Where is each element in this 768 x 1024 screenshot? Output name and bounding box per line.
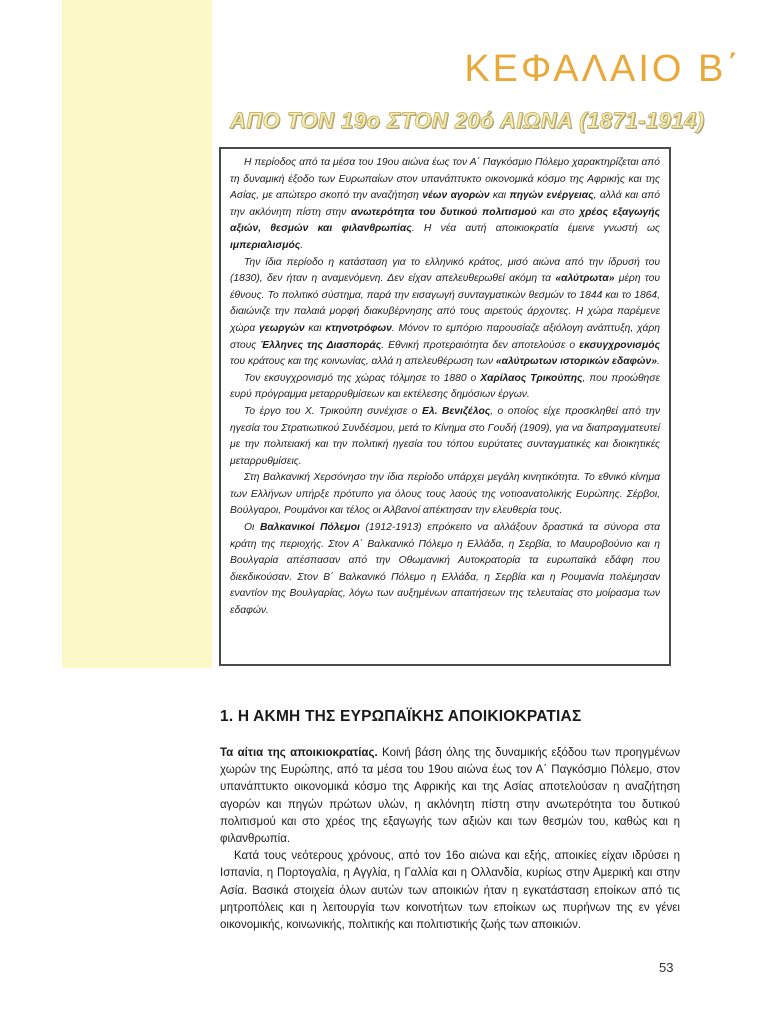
section-heading: 1. Η ΑΚΜΗ ΤΗΣ ΕΥΡΩΠΑΪΚΗΣ ΑΠΟΙΚΙΟΚΡΑΤΙΑΣ — [220, 708, 582, 725]
page-number: 53 — [659, 960, 674, 975]
section-body — [220, 745, 680, 934]
paragraph-lead: Τα αίτια της αποικιοκρατίας. — [220, 747, 378, 759]
body-paragraph-1: Τα αίτια της αποικιοκρατίας. Κοινή βάση όλης της δυναμικής εξόδου των προηγμένων χωρών της Ευρώπης, από τα μέσα του 19ου αιώνα έως τον Α΄ Παγκόσμιο Πόλεμο, στον υπανάπτυκτο οικονομικά κόσμο της Αφρικής και της Ασίας αποτελούσαν η αναζήτηση αγορών και πηγών πρώτων υλών, η ακλόνητη πίστη στην ανωτερότητα του δυτικού πολιτισμού και στο χρέος της εξαγωγής των αξιών και των θεσμών του, καθώς και η φιλανθρωπία. — [220, 747, 681, 846]
body-paragraph-2: Κατά τους νεότερους χρόνους, από τον 16ο αιώνα και εξής, αποικίες είχαν ιδρύσει η Ισπανία, η Πορτογαλία, η Αγγλία, η Γαλλία και η Ολλανδία, κυρίως στην Αμερική και στην Ασία. Βασικά στοιχεία όλων αυτών των αποικιών ήταν η εγκατάσταση εποίκων από τις μητροπόλεις και η λειτουργία των κοινοτήτων των εποίκων ως πυρήνων της εν γένει οικονομικής, κοινωνικής, πολιτικής και πολιτιστικής ζωής των αποικιών. — [220, 850, 680, 932]
summary-paragraph-2: Την ίδια περίοδο η κατάσταση για το ελληνικό κράτος, μισό αιώνα από την ίδρυσή του (1830), δεν ήταν η αναμενόμενη. Δεν είχαν απελευθερωθεί ακόμη τα «αλύτρωτα» μέρη του έθνους. Το πολιτικό σύστημα, παρά την εισαγωγή συνταγματικών θεσμών το 1844 και το 1864, διαιώνιζε την παλαιά μορφή διακυβέρνησης από τους αιρετούς άρχοντες. Η χώρα παρέμενε χώρα γεωργών και κτηνοτρόφων. Μόνον το εμπόριο παρουσίαζε αξιόλογη ανάπτυξη, χάρη στους Έλληνες της Διασποράς. Εθνική προτεραιότητα δεν αποτελούσε ο εκσυγχρονισμός του κράτους και της κοινωνίας, αλλά η απελευθέρωση των «αλύτρωτων ιστορικών εδαφών». — [230, 256, 660, 368]
summary-paragraph-5: Στη Βαλκανική Χερσόνησο την ίδια περίοδο υπάρχει μεγάλη κινητικότητα. Το εθνικό κίνημα των Ελλήνων υπήρξε πρότυπο για όλους τους λαούς της νοτιοανατολικής Ευρώπης. Σέρβοι, Βούλγαροι, Ρουμάνοι και τέλος οι Αλβανοί απέκτησαν την ελευθερία τους. — [230, 472, 660, 517]
chapter-subtitle: ΑΠΟ ΤΟΝ 19ο ΣΤΟΝ 20ό ΑΙΩΝΑ (1871-1914) — [230, 108, 705, 133]
chapter-title: ΚΕΦΑΛΑΙΟ Β΄ — [464, 48, 742, 90]
summary-paragraph-1: Η περίοδος από τα μέσα του 19ου αιώνα έως τον Α΄ Παγκόσμιο Πόλεμο χαρακτηρίζεται από τη δυναμική έξοδο των Ευρωπαίων στον υπανάπτυκτο οικονομικά κόσμο της Αφρικής και της Ασίας, με απώτερο σκοπό την αναζήτηση νέων αγορών και πηγών ενέργειας, αλλά και από την ακλόνητη πίστη στην ανωτερότητα του δυτικού πολιτισμού και στο χρέος εξαγωγής αξιών, θεσμών και φιλανθρωπίας. Η νέα αυτή αποικιοκρατία έμεινε γνωστή ως ιμπεριαλισμός. — [230, 157, 660, 251]
chapter-summary-box — [219, 147, 671, 666]
summary-paragraph-6: Οι Βαλκανικοί Πόλεμοι (1912-1913) επρόκειτο να αλλάξουν δραστικά τα σύνορα στα κράτη της περιοχής. Στον Α΄ Βαλκανικό Πόλεμο η Ελλάδα, η Σερβία, το Μαυροβούνιο και η Βουλγαρία απέσπασαν από την Οθωμανική Αυτοκρατορία τα ευρωπαϊκά εδάφη που διεκδικούσαν. Στον Β΄ Βαλκανικό Πόλεμο η Ελλάδα, η Σερβία και η Ρουμανία πολέμησαν εναντίον της Βουλγαρίας, λόγω των αυξημένων απαιτήσεων της τελευταίας στο μοίρασμα των εδαφών. — [230, 522, 660, 617]
summary-paragraph-4: Το έργο του Χ. Τρικούπη συνέχισε ο Ελ. Βενιζέλος, ο οποίος είχε προσκληθεί από την ηγεσία του Στρατιωτικού Συνδέσμου, μετά το Κίνημα στο Γουδή (1909), για να διαπραγματευτεί με την πολιτειακή και την πολιτική ηγεσία του τόπου ευρύτατες συνταγματικές και διοικητικές μεταρρυθμίσεις. — [230, 405, 661, 467]
decorative-margin-band — [62, 0, 212, 668]
summary-paragraph-3: Τον εκσυγχρονισμό της χώρας τόλμησε το 1880 ο Χαρίλαος Τρικούπης, που προώθησε ευρύ πρόγραμμα μεταρρυθμίσεων και εκτέλεσης δημόσιων έργων. — [230, 372, 660, 401]
